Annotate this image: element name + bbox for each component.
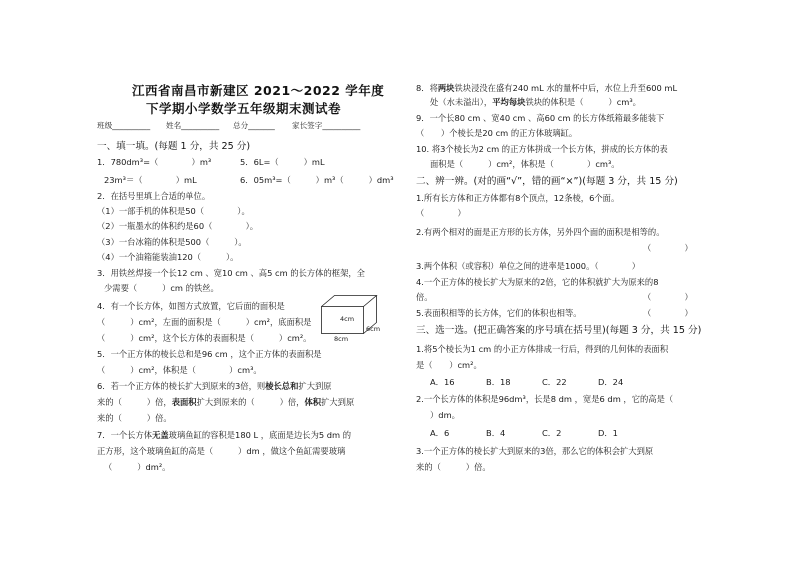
q3-line2: 少需要（ ）cm 的铁丝。 <box>104 283 219 293</box>
choice1-option-c[interactable]: C．22 <box>542 377 567 387</box>
section1-heading: 一、填一填。(每题 1 分，共 25 分) <box>97 141 251 152</box>
choice1-line1: 1.将5个棱长为1 cm 的小正方体排成一行后，得到的几何体的表面积 <box>416 344 669 354</box>
choice2-option-c[interactable]: C．2 <box>542 428 562 438</box>
q2-item3: （3）一台冰箱的体积是500（ ）。 <box>97 237 247 247</box>
judge1-line1: 1.所有长方体和正方体都有8个顶点，12条棱，6个面。 <box>416 193 620 203</box>
q6-line3: 来的（ ）倍。 <box>97 413 172 423</box>
section3-heading: 三、选一选。(把正确答案的序号填在括号里)(每题 3 分，共 15 分) <box>416 325 702 336</box>
q6-line2: 来的（ ）倍，表面积扩大到原来的（ ）倍，体积扩大到原 <box>97 397 355 407</box>
q9-line1: 9．一个长80 cm 、宽40 cm 、高60 cm 的长方体纸箱最多能装下 <box>416 113 665 123</box>
q4-line2: （ ）cm²，左面的面积是（ ）cm²，底面积是 <box>97 317 312 327</box>
q1-part-d: 6．05m³=（ ）m³（ ）dm³ <box>240 175 394 185</box>
choice3-line1: 3.一个正方体的棱长扩大到原来的3倍，那么它的体积会扩大到原 <box>416 446 654 456</box>
q2-stem: 2．在括号里填上合适的单位。 <box>97 191 211 201</box>
q3-line1: 3．用铁丝焊接一个长12 cm 、宽10 cm 、高5 cm 的长方体的框架，全 <box>97 268 365 278</box>
q1-part-b: 5．6L=（ ）mL <box>240 157 325 167</box>
score-field[interactable]: 总分_______ <box>233 121 275 130</box>
q6-line1: 6．若一个正方体的棱长扩大到原来的3倍，则棱长总和扩大到原 <box>97 381 332 391</box>
judge5-line1: 5.表面积相等的长方体，它们的体积也相等。 <box>416 308 582 318</box>
q2-item2: （2）一瓶墨水的体积约是60（ ）。 <box>97 221 259 231</box>
judge2-line1: 2.有两个相对的面是正方形的长方体，另外四个面的面积是相等的。 <box>416 227 665 237</box>
choice2-line2: ）dm。 <box>430 410 460 420</box>
judge2-answer[interactable]: （ ） <box>643 243 693 253</box>
exam-title-line1: 江西省南昌市新建区 2021～2022 学年度 <box>132 83 385 98</box>
class-field[interactable]: 班级__________ <box>97 121 151 130</box>
q8-line2: 处（水未溢出），平均每块铁块的体积是（ ）cm³。 <box>430 97 641 107</box>
cuboid-height-label: 4cm <box>340 315 355 323</box>
exam-title-line2: 下学期小学数学五年级期末测试卷 <box>146 101 342 116</box>
q2-item4: （4）一个油箱能装油120（ ）。 <box>97 252 239 262</box>
judge4-line1: 4.一个正方体的棱长扩大为原来的2倍，它的体积就扩大为原来的8 <box>416 277 659 287</box>
q10-line2: 面积是（ ）cm²，体积是（ ）cm³。 <box>430 159 620 169</box>
parent-sign-field[interactable]: 家长签字__________ <box>292 121 361 130</box>
q1-part-a: 1．780dm³=（ ）m³ <box>97 157 212 167</box>
choice1-option-b[interactable]: B．18 <box>486 377 511 387</box>
cuboid-width-label: 6cm <box>366 325 381 333</box>
judge1-answer[interactable]: （ ） <box>416 208 466 218</box>
choice2-option-b[interactable]: B．4 <box>486 428 506 438</box>
q9-line2: （ ）个棱长是20 cm 的正方体玻璃缸。 <box>416 128 578 138</box>
q1-part-c: 23m³＝（ ）mL <box>104 175 197 185</box>
q4-line3: （ ）cm²，这个长方体的表面积是（ ）cm²。 <box>97 333 312 343</box>
choice2-line1: 2.一个长方体的体积是96dm³，长是8 dm ，宽是6 dm ，它的高是（ <box>416 394 674 404</box>
judge4-line2: 倍。 <box>416 292 433 302</box>
q7-line3: （ ）dm²。 <box>104 462 171 472</box>
judge5-answer[interactable]: （ ） <box>643 308 693 318</box>
choice1-line2: 是（ ）cm²。 <box>416 360 482 370</box>
judge3-line: 3.两个体积（或容积）单位之间的进率是1000。（ ） <box>416 261 641 271</box>
q8-line1: 8．将两块铁块浸没在盛有240 mL 水的量杯中后，水位上升至600 mL <box>416 83 678 93</box>
judge4-answer[interactable]: （ ） <box>643 292 693 302</box>
section2-heading: 二、辨一辨。(对的画“√”，错的画“×”)(每题 3 分，共 15 分) <box>416 176 678 187</box>
q7-line1: 7．一个长方体无盖玻璃鱼缸的容积是180 L ，底面是边长为5 dm 的 <box>97 430 352 440</box>
q7-line2: 正方形，这个玻璃鱼缸的高是（ ）dm ，做这个鱼缸需要玻璃 <box>97 446 346 456</box>
choice3-line2: 来的（ ）倍。 <box>416 462 491 472</box>
choice2-option-d[interactable]: D．1 <box>598 428 618 438</box>
cuboid-length-label: 8cm <box>334 335 349 343</box>
q4-line1: 4．有一个长方体，如图方式放置，它后面的面积是 <box>97 301 285 311</box>
q5-line2: （ ）cm²，体积是（ ）cm³。 <box>97 365 262 375</box>
choice1-option-d[interactable]: D．24 <box>598 377 624 387</box>
q5-line1: 5．一个正方体的棱长总和是96 cm ，这个正方体的表面积是 <box>97 349 322 359</box>
name-field[interactable]: 姓名__________ <box>166 121 220 130</box>
q10-line1: 10. 将3个棱长为2 cm 的正方体拼成一个长方体，拼成的长方体的表 <box>416 144 668 154</box>
choice1-option-a[interactable]: A．16 <box>430 377 455 387</box>
choice2-option-a[interactable]: A．6 <box>430 428 450 438</box>
q2-item1: （1）一部手机的体积是50（ ）。 <box>97 206 250 216</box>
